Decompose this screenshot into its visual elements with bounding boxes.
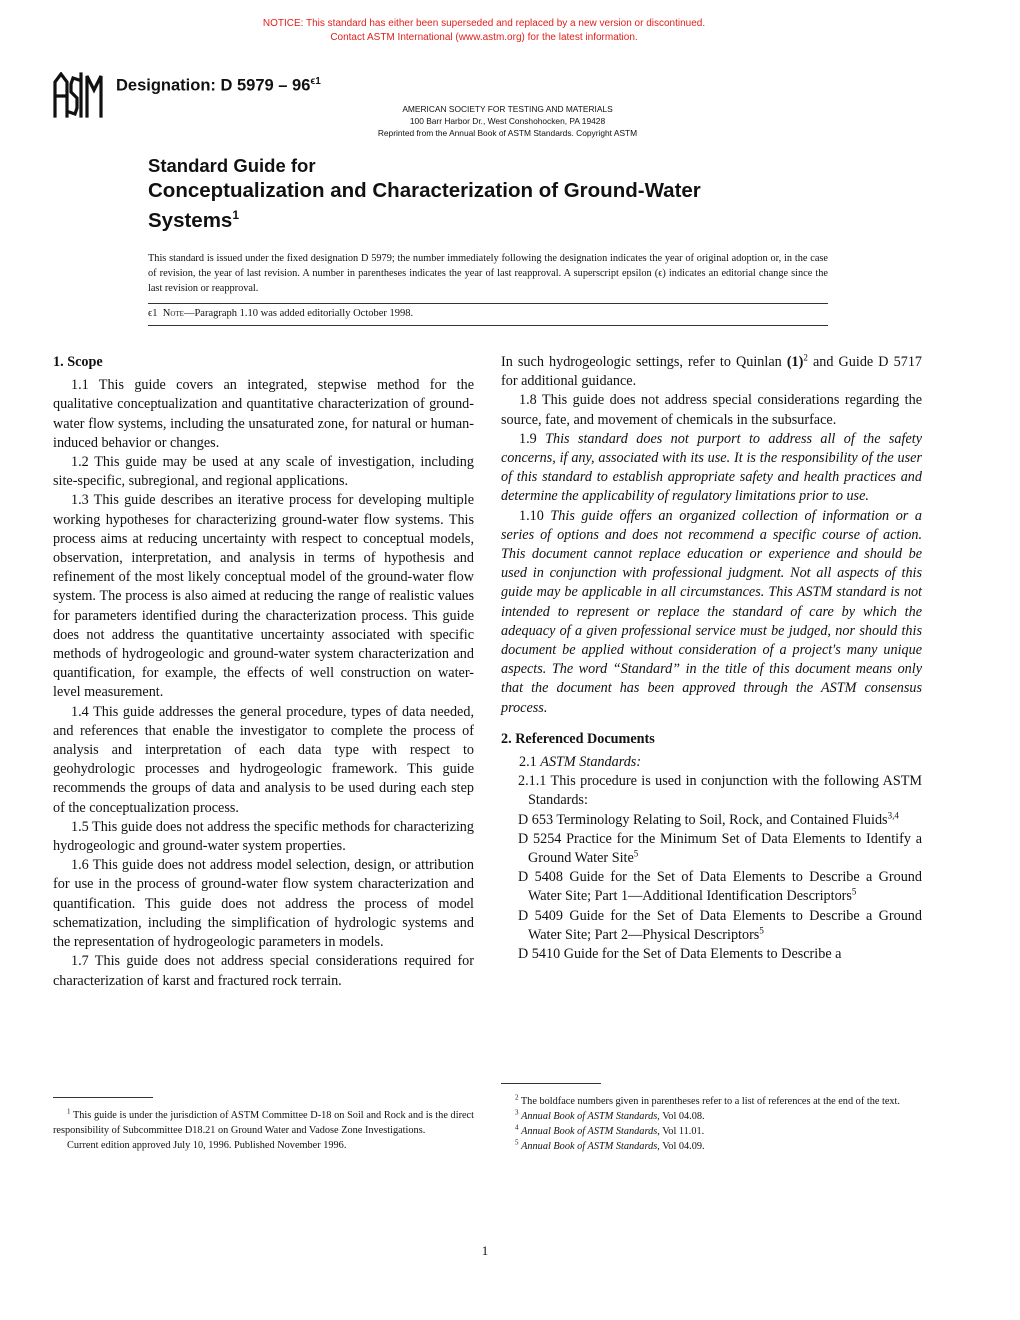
paragraph-1-9-number: 1.9 — [519, 430, 546, 447]
reference-text: D 5408 Guide for the Set of Data Elements to Describe a Ground Water Site; Part 1—Additional Identification Descriptors — [518, 869, 922, 905]
society-address: 100 Barr Harbor Dr., West Conshohocken, PA 19428 — [409, 116, 606, 126]
footnotes-right — [501, 1094, 922, 1154]
footnote-3-mark: 3 — [515, 1108, 519, 1117]
title-line-3 — [148, 203, 848, 233]
reference-item — [501, 830, 922, 868]
section-1-heading: 1. Scope — [53, 354, 103, 370]
title-footnote-mark: 1 — [232, 208, 240, 222]
paragraph-1-9-text: This standard does not purport to address all of the safety concerns, if any, associated with its use. It is the responsibility of the user of this standard to establish appropriate safety and health practices and determine the applicability of regulatory limitations prior to use. — [501, 430, 922, 505]
paragraph-1-2: 1.2 This guide may be used at any scale of investigation, including site-specific, subregional, and regional applications. — [53, 454, 474, 490]
society-name: AMERICAN SOCIETY FOR TESTING AND MATERIALS — [402, 104, 613, 114]
footnote-1-approval: Current edition approved July 10, 1996. Published November 1996. — [67, 1140, 347, 1151]
paragraph-1-6: 1.6 This guide does not address model selection, design, or attribution for use in the process of ground-water flow system characterization and quantification. This guide does not address the process of model schematization, including the simplification of hydrologic systems and the representation of hydrogeologic parameters in models. — [53, 857, 474, 951]
title-line-2: Conceptualization and Characterization of Ground-Water — [148, 179, 701, 202]
reference-footnote-mark: 5 — [851, 886, 857, 897]
title-line-3-text: Systems — [148, 208, 233, 232]
paragraph-1-10-number: 1.10 — [519, 507, 551, 524]
notice-line-2: Contact ASTM International (www.astm.org) for the latest information. — [330, 32, 638, 43]
note-text: —Paragraph 1.10 was added editorially October 1998. — [183, 308, 414, 319]
logo-text: ASTM — [53, 72, 56, 73]
footnote-4-volume: , Vol 11.01. — [657, 1126, 705, 1137]
paragraph-2-1 — [501, 753, 922, 772]
paragraph-1-1: 1.1 This guide covers an integrated, stepwise method for the qualitative conceptualization and quantitative characterization of ground-water flow systems, including the unsaturated zone, for natural or human-induced behavior or changes. — [53, 377, 474, 451]
notice-line-1: NOTICE: This standard has either been superseded and replaced by a new version or discontinued. — [262, 18, 706, 29]
continued-text-b: and Guide D 5717 for additional guidance. — [501, 354, 923, 390]
paragraph-2-1-text: ASTM Standards: — [540, 754, 642, 771]
section-2-heading: 2. Referenced Documents — [501, 730, 655, 747]
footnote-1 — [53, 1108, 474, 1138]
paragraph-1-9 — [501, 430, 922, 507]
reference-text: D 653 Terminology Relating to Soil, Rock, and Contained Fluids — [518, 811, 888, 828]
footnote-2-mark: 2 — [515, 1093, 519, 1102]
paragraph-1-7: 1.7 This guide does not address special considerations required for characterization of karst and fractured rock terrain. — [53, 953, 474, 989]
footnotes-left — [53, 1108, 474, 1153]
document-title — [148, 153, 848, 233]
reference-text: D 5410 Guide for the Set of Data Elements to Describe a — [518, 946, 842, 963]
paragraph-1-5: 1.5 This guide does not address the specific methods for characterizing hydrogeologic and ground-water system properties. — [53, 818, 474, 855]
footnote-1-mark: 1 — [67, 1107, 71, 1116]
designation — [116, 76, 321, 96]
paragraph-1-10 — [501, 507, 922, 718]
footnote-5-title: Annual Book of ASTM Standards — [521, 1141, 658, 1152]
footnote-4 — [501, 1124, 922, 1139]
reprint-line: Reprinted from the Annual Book of ASTM Standards. Copyright ASTM — [377, 128, 638, 138]
reference-footnote-mark: 3,4 — [887, 809, 899, 820]
astm-logo — [53, 72, 103, 118]
reference-footnote-mark: 5 — [633, 848, 639, 859]
footnote-3-title: Annual Book of ASTM Standards — [521, 1111, 658, 1122]
footnote-2 — [501, 1094, 922, 1109]
note-mark: ϵ1 — [148, 308, 158, 319]
title-line-1: Standard Guide for — [148, 155, 316, 176]
society-block — [330, 103, 685, 139]
paragraph-2-1-number: 2.1 — [519, 754, 541, 771]
paragraph-1-8: 1.8 This guide does not address special considerations regarding the source, fate, and movement of chemicals in the subsurface. — [501, 392, 922, 428]
editorial-note — [148, 308, 413, 319]
divider-top — [148, 303, 828, 304]
paragraph-1-4: 1.4 This guide addresses the general procedure, types of data needed, and references that enable the investigator to complete the process of analysis and interpretation of each data type with respect to geohydrologic processes and hydrogeologic framework. This guide recommends the groups of data and analysis to be used during each step of the conceptualization process. — [53, 703, 474, 816]
footnote-3 — [501, 1109, 922, 1124]
divider-bottom — [148, 325, 828, 326]
reference-item — [501, 907, 922, 945]
reference-footnote-mark: 5 — [759, 925, 764, 936]
issue-statement: This standard is issued under the fixed designation D 5979; the number immediately following the designation indicates the year of original adoption or, in the case of revision, the year of last revision. A number in parentheses indicates the year of last reapproval. A superscript epsilon (ϵ) indicates an editorial change since the last revision or reapproval. — [148, 253, 828, 295]
page-number: 1 — [481, 1243, 489, 1258]
note-label: Note — [162, 308, 184, 319]
footnote-rule-left — [53, 1097, 153, 1098]
reference-number: (1) — [786, 354, 804, 370]
footnote-2-text: The boldface numbers given in parentheses refer to a list of references at the end of the text. — [518, 1096, 900, 1107]
paragraph-1-3: 1.3 This guide describes an iterative process for developing multiple working hypotheses for characterizing ground-water flow systems. This process aims at reducing uncertainty with respect to conceptual models, observation, interpretation, and analysis in terms of hypothesis and refinement of the most likely conceptual model of the ground-water flow system. The process is also aimed at reducing the range of realistic values for parameters identified during the characterization process. This guide does not address the quantitative uncertainty associated with specific methods of hydrogeologic and ground-water system characterization and quantification, for example, the effects of well construction on water-level measurement. — [53, 492, 474, 701]
left-column — [53, 353, 474, 991]
footnote-5-mark: 5 — [515, 1138, 519, 1147]
footnote-4-title: Annual Book of ASTM Standards — [521, 1126, 658, 1137]
footnote-3-volume: , Vol 04.08. — [657, 1111, 705, 1122]
footnote-mark-2: 2 — [803, 352, 808, 363]
paragraph-1-7-continued — [501, 353, 922, 391]
footnote-4-mark: 4 — [515, 1123, 519, 1132]
reference-item — [501, 945, 922, 964]
designation-text: Designation: D 5979 – 96 — [116, 76, 311, 95]
reference-item — [501, 868, 922, 906]
supersession-notice — [0, 17, 968, 45]
continued-text-a: In such hydrogeologic settings, refer to Quinlan — [501, 354, 787, 370]
reference-text: D 5254 Practice for the Minimum Set of Data Elements to Identify a Ground Water Site — [518, 830, 922, 867]
paragraph-2-1-1: 2.1.1 This procedure is used in conjunction with the following ASTM Standards: — [518, 773, 922, 809]
footnote-5 — [501, 1139, 922, 1154]
footnote-1-text: This guide is under the jurisdiction of ASTM Committee D-18 on Soil and Rock and is the direct responsibility of Subcommittee D18.21 on Ground Water and Vadose Zone Investigations. — [53, 1110, 474, 1136]
footnote-rule-right — [501, 1083, 601, 1084]
reference-text: D 5409 Guide for the Set of Data Elements to Describe a Ground Water Site; Part 2—Physical Descriptors — [518, 907, 922, 943]
paragraph-1-10-text: This guide offers an organized collection of information or a series of options and does not recommend a specific course of action. This document cannot replace education or experience and should be used in conjunction with professional judgment. Not all aspects of this guide may be applicable in all circumstances. This ASTM standard is not intended to represent or replace the standard of care by which the adequacy of a given professional service must be judged, nor should this document be applied without consideration of a project's many unique aspects. The word “Standard” in the title of this document means only that the document has been approved through the ASTM consensus process. — [501, 507, 922, 716]
footnote-5-volume: , Vol 04.09. — [657, 1141, 705, 1152]
right-column — [501, 353, 922, 964]
designation-epsilon: ϵ1 — [310, 76, 321, 87]
reference-item — [501, 811, 922, 830]
